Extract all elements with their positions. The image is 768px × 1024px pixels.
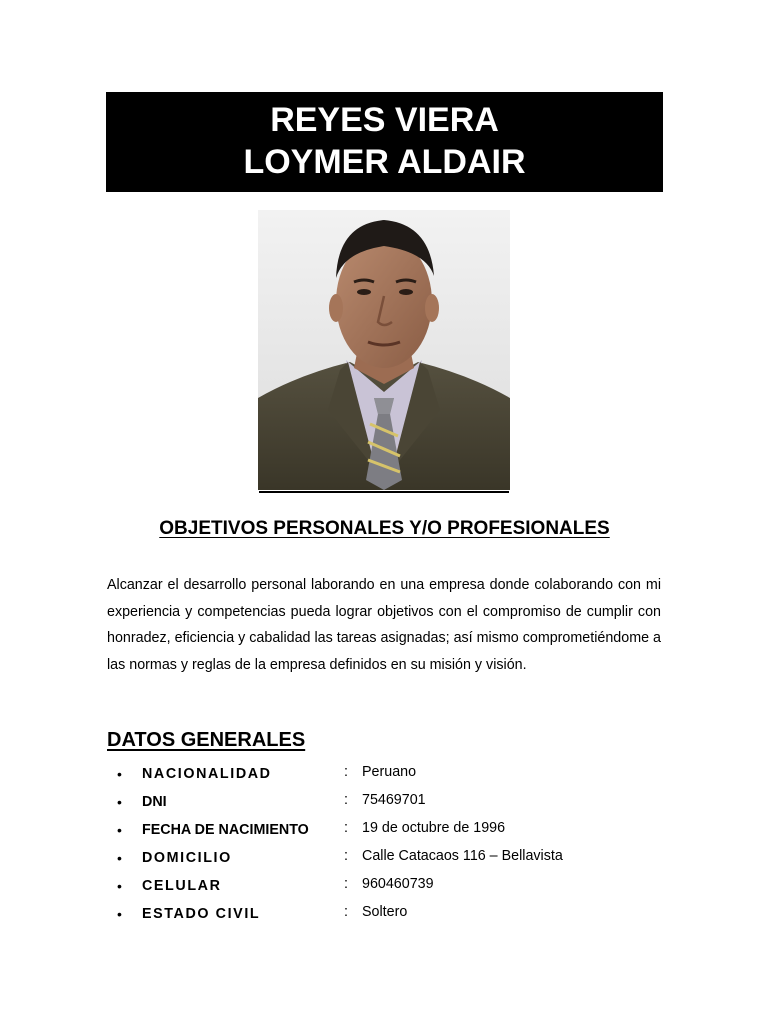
- field-label: ESTADO CIVIL: [142, 906, 261, 922]
- field-label: NACIONALIDAD: [142, 766, 272, 782]
- field-value: Peruano: [362, 764, 417, 780]
- portrait-photo-icon: [258, 210, 510, 490]
- bullet-icon: •: [117, 822, 122, 838]
- data-row-phone: [107, 872, 667, 900]
- general-data-list: [107, 760, 667, 928]
- data-row-birthdate: [107, 816, 667, 844]
- separator: :: [344, 848, 348, 864]
- bullet-icon: •: [117, 906, 122, 922]
- photo-underline: [259, 491, 509, 493]
- field-value: 75469701: [362, 792, 426, 808]
- separator: :: [344, 820, 348, 836]
- field-value: 19 de octubre de 1996: [362, 820, 506, 836]
- surname: REYES VIERA: [270, 101, 499, 139]
- bullet-icon: •: [117, 850, 122, 866]
- bullet-icon: •: [117, 878, 122, 894]
- profile-photo: [258, 210, 510, 490]
- objectives-title: [106, 516, 663, 542]
- data-row-address: [107, 844, 667, 872]
- general-data-title: DATOS GENERALES: [107, 729, 306, 751]
- objectives-title-text: OBJETIVOS PERSONALES Y/O PROFESIONALES: [159, 518, 610, 539]
- objectives-paragraph: Alcanzar el desarrollo personal laborando en una empresa donde colaborando con mi experiencia y competencias pueda lograr objetivos con el compromiso de cumplir con honradez, eficiencia y cabalidad las tareas asignadas; así mismo comprometiéndome a las normas y reglas de la empresa definidos en su misión y visión.: [107, 577, 661, 673]
- field-label: DOMICILIO: [142, 850, 232, 866]
- field-label: FECHA DE NACIMIENTO: [142, 822, 309, 838]
- separator: :: [344, 764, 348, 780]
- given-names: LOYMER ALDAIR: [243, 143, 526, 181]
- field-label: DNI: [142, 794, 167, 810]
- data-row-marital-status: [107, 900, 667, 928]
- separator: :: [344, 876, 348, 892]
- field-value: Soltero: [362, 904, 408, 920]
- field-value: 960460739: [362, 876, 434, 892]
- bullet-icon: •: [117, 766, 122, 782]
- bullet-icon: •: [117, 794, 122, 810]
- separator: :: [344, 904, 348, 920]
- data-row-dni: [107, 788, 667, 816]
- data-row-nationality: [107, 760, 667, 788]
- field-value: Calle Catacaos 116 – Bellavista: [362, 848, 563, 864]
- separator: :: [344, 792, 348, 808]
- name-banner: [106, 92, 663, 192]
- field-label: CELULAR: [142, 878, 222, 894]
